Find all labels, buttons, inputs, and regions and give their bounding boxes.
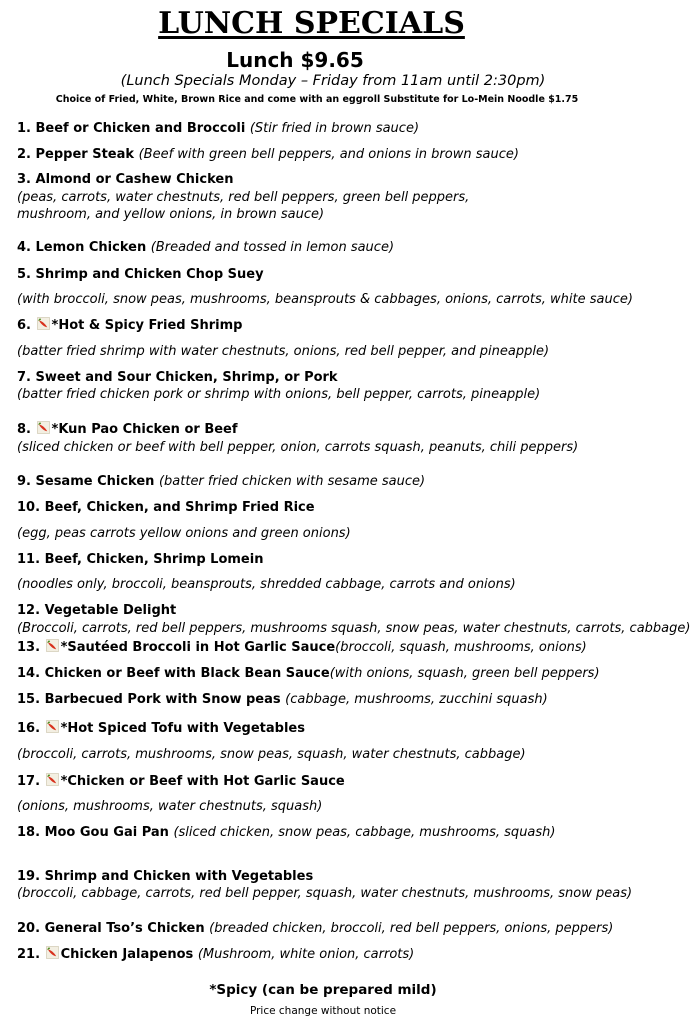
- item-description: (broccoli, cabbage, carrots, red bell pepper, squash, water chestnuts, mushrooms, snow peas): [17, 886, 633, 901]
- item-name: *Kun Pao Chicken or Beef: [51, 422, 238, 437]
- item-number: 19.: [17, 869, 45, 884]
- item-description: (sliced chicken, snow peas, cabbage, mushrooms, squash): [173, 825, 556, 840]
- item-name: Almond or Cashew Chicken: [35, 172, 234, 187]
- item-name: Chicken or Beef with Black Bean Sauce: [44, 666, 330, 681]
- item-number: 8.: [17, 422, 36, 437]
- item-description: (sliced chicken or beef with bell pepper, onion, carrots squash, peanuts, chili peppers): [17, 440, 579, 455]
- item-number: 9.: [17, 474, 36, 489]
- item-description: (with broccoli, snow peas, mushrooms, beansprouts & cabbages, onions, carrots, white sauce): [17, 292, 633, 307]
- item-number: 6.: [17, 318, 36, 333]
- chili-pepper-icon: [37, 317, 50, 330]
- item-description: (broccoli, squash, mushrooms, onions): [335, 640, 587, 655]
- item-description: (batter fried shrimp with water chestnuts, onions, red bell pepper, and pineapple): [17, 344, 550, 359]
- item-description: mushroom, and yellow onions, in brown sauce): [17, 207, 325, 222]
- item-number: 20.: [17, 921, 45, 936]
- item-name: Sesame Chicken: [35, 474, 159, 489]
- item-name: *Hot & Spicy Fried Shrimp: [51, 318, 243, 333]
- menu-item: [17, 266, 689, 283]
- item-number: 14.: [17, 666, 45, 681]
- menu-item: [17, 720, 689, 737]
- item-number: 12.: [17, 603, 45, 618]
- item-description: (broccoli, carrots, mushrooms, snow peas, squash, water chestnuts, cabbage): [17, 747, 526, 762]
- spicy-note: *Spicy (can be prepared mild): [209, 982, 437, 998]
- item-name: Beef, Chicken, Shrimp Lomein: [44, 552, 264, 567]
- menu-item: [17, 239, 689, 256]
- item-number: 1.: [17, 121, 36, 136]
- item-description: (egg, peas carrots yellow onions and green onions): [17, 526, 351, 541]
- menu-item: [17, 499, 689, 516]
- item-number: 2.: [17, 147, 36, 162]
- item-description: (Broccoli, carrots, red bell peppers, mushrooms squash, snow peas, water chestnuts, carrots, cabbage): [17, 621, 691, 636]
- menu-item: [17, 317, 689, 334]
- menu-item: [17, 665, 689, 682]
- item-number: 16.: [17, 721, 45, 736]
- menu-item: [17, 551, 689, 568]
- item-number: 5.: [17, 267, 36, 282]
- item-name: *Sautéed Broccoli in Hot Garlic Sauce: [60, 640, 336, 655]
- item-description: (peas, carrots, water chestnuts, red bell peppers, green bell peppers,: [17, 190, 470, 205]
- item-number: 3.: [17, 172, 36, 187]
- item-name: *Chicken or Beef with Hot Garlic Sauce: [60, 774, 345, 789]
- item-description: (Beef with green bell peppers, and onions in brown sauce): [138, 147, 519, 162]
- item-description: (Stir fried in brown sauce): [249, 121, 420, 136]
- item-name: Sweet and Sour Chicken, Shrimp, or Pork: [35, 370, 338, 385]
- item-name: Barbecued Pork with Snow peas: [44, 692, 286, 707]
- item-name: Vegetable Delight: [44, 603, 177, 618]
- rice-choice-note: Choice of Fried, White, Brown Rice and come with an eggroll Substitute for Lo-Mein Noodle $1.75: [55, 94, 579, 105]
- item-number: 17.: [17, 774, 45, 789]
- menu-item: [17, 369, 689, 386]
- item-description: (with onions, squash, green bell peppers): [329, 666, 600, 681]
- item-name: General Tso’s Chicken: [44, 921, 210, 936]
- item-description: (batter fried chicken with sesame sauce): [158, 474, 426, 489]
- chili-pepper-icon: [46, 720, 59, 733]
- item-description: (batter fried chicken pork or shrimp with onions, bell pepper, carrots, pineapple): [17, 387, 541, 402]
- menu-item: [17, 146, 689, 163]
- lunch-hours: (Lunch Specials Monday – Friday from 11am until 2:30pm): [120, 73, 546, 89]
- chili-pepper-icon: [46, 773, 59, 786]
- menu-title: LUNCH SPECIALS: [158, 6, 465, 41]
- item-number: 13.: [17, 640, 45, 655]
- item-name: Beef or Chicken and Broccoli: [35, 121, 250, 136]
- item-description: (Mushroom, white onion, carrots): [197, 947, 415, 962]
- item-number: 7.: [17, 370, 36, 385]
- menu-item: [17, 421, 689, 438]
- chili-pepper-icon: [46, 639, 59, 652]
- item-name: Chicken Jalapenos: [60, 947, 198, 962]
- menu-item: [17, 920, 689, 937]
- item-name: Pepper Steak: [35, 147, 139, 162]
- item-description: (Breaded and tossed in lemon sauce): [150, 240, 395, 255]
- lunch-price: Lunch $9.65: [226, 48, 364, 72]
- menu-item: [17, 473, 689, 490]
- menu-item: [17, 120, 689, 137]
- item-number: 11.: [17, 552, 45, 567]
- menu-item: [17, 868, 689, 885]
- chili-pepper-icon: [46, 946, 59, 959]
- item-name: Shrimp and Chicken Chop Suey: [35, 267, 264, 282]
- price-note: Price change without notice: [249, 1005, 397, 1017]
- item-number: 4.: [17, 240, 36, 255]
- menu-item: [17, 691, 689, 708]
- item-description: (noodles only, broccoli, beansprouts, shredded cabbage, carrots and onions): [17, 577, 516, 592]
- item-description: (cabbage, mushrooms, zucchini squash): [285, 692, 548, 707]
- item-description: (breaded chicken, broccoli, red bell peppers, onions, peppers): [209, 921, 614, 936]
- menu-item: [17, 171, 689, 188]
- menu-item: [17, 824, 689, 841]
- menu-item: [17, 946, 689, 963]
- item-number: 15.: [17, 692, 45, 707]
- item-number: 18.: [17, 825, 45, 840]
- item-name: Lemon Chicken: [35, 240, 151, 255]
- chili-pepper-icon: [37, 421, 50, 434]
- menu-item: [17, 639, 689, 656]
- item-name: Moo Gou Gai Pan: [44, 825, 174, 840]
- item-name: Beef, Chicken, and Shrimp Fried Rice: [44, 500, 315, 515]
- menu-item: [17, 773, 689, 790]
- item-number: 21.: [17, 947, 45, 962]
- item-description: (onions, mushrooms, water chestnuts, squash): [17, 799, 323, 814]
- item-number: 10.: [17, 500, 45, 515]
- item-name: Shrimp and Chicken with Vegetables: [44, 869, 314, 884]
- menu-item: [17, 602, 689, 619]
- item-name: *Hot Spiced Tofu with Vegetables: [60, 721, 305, 736]
